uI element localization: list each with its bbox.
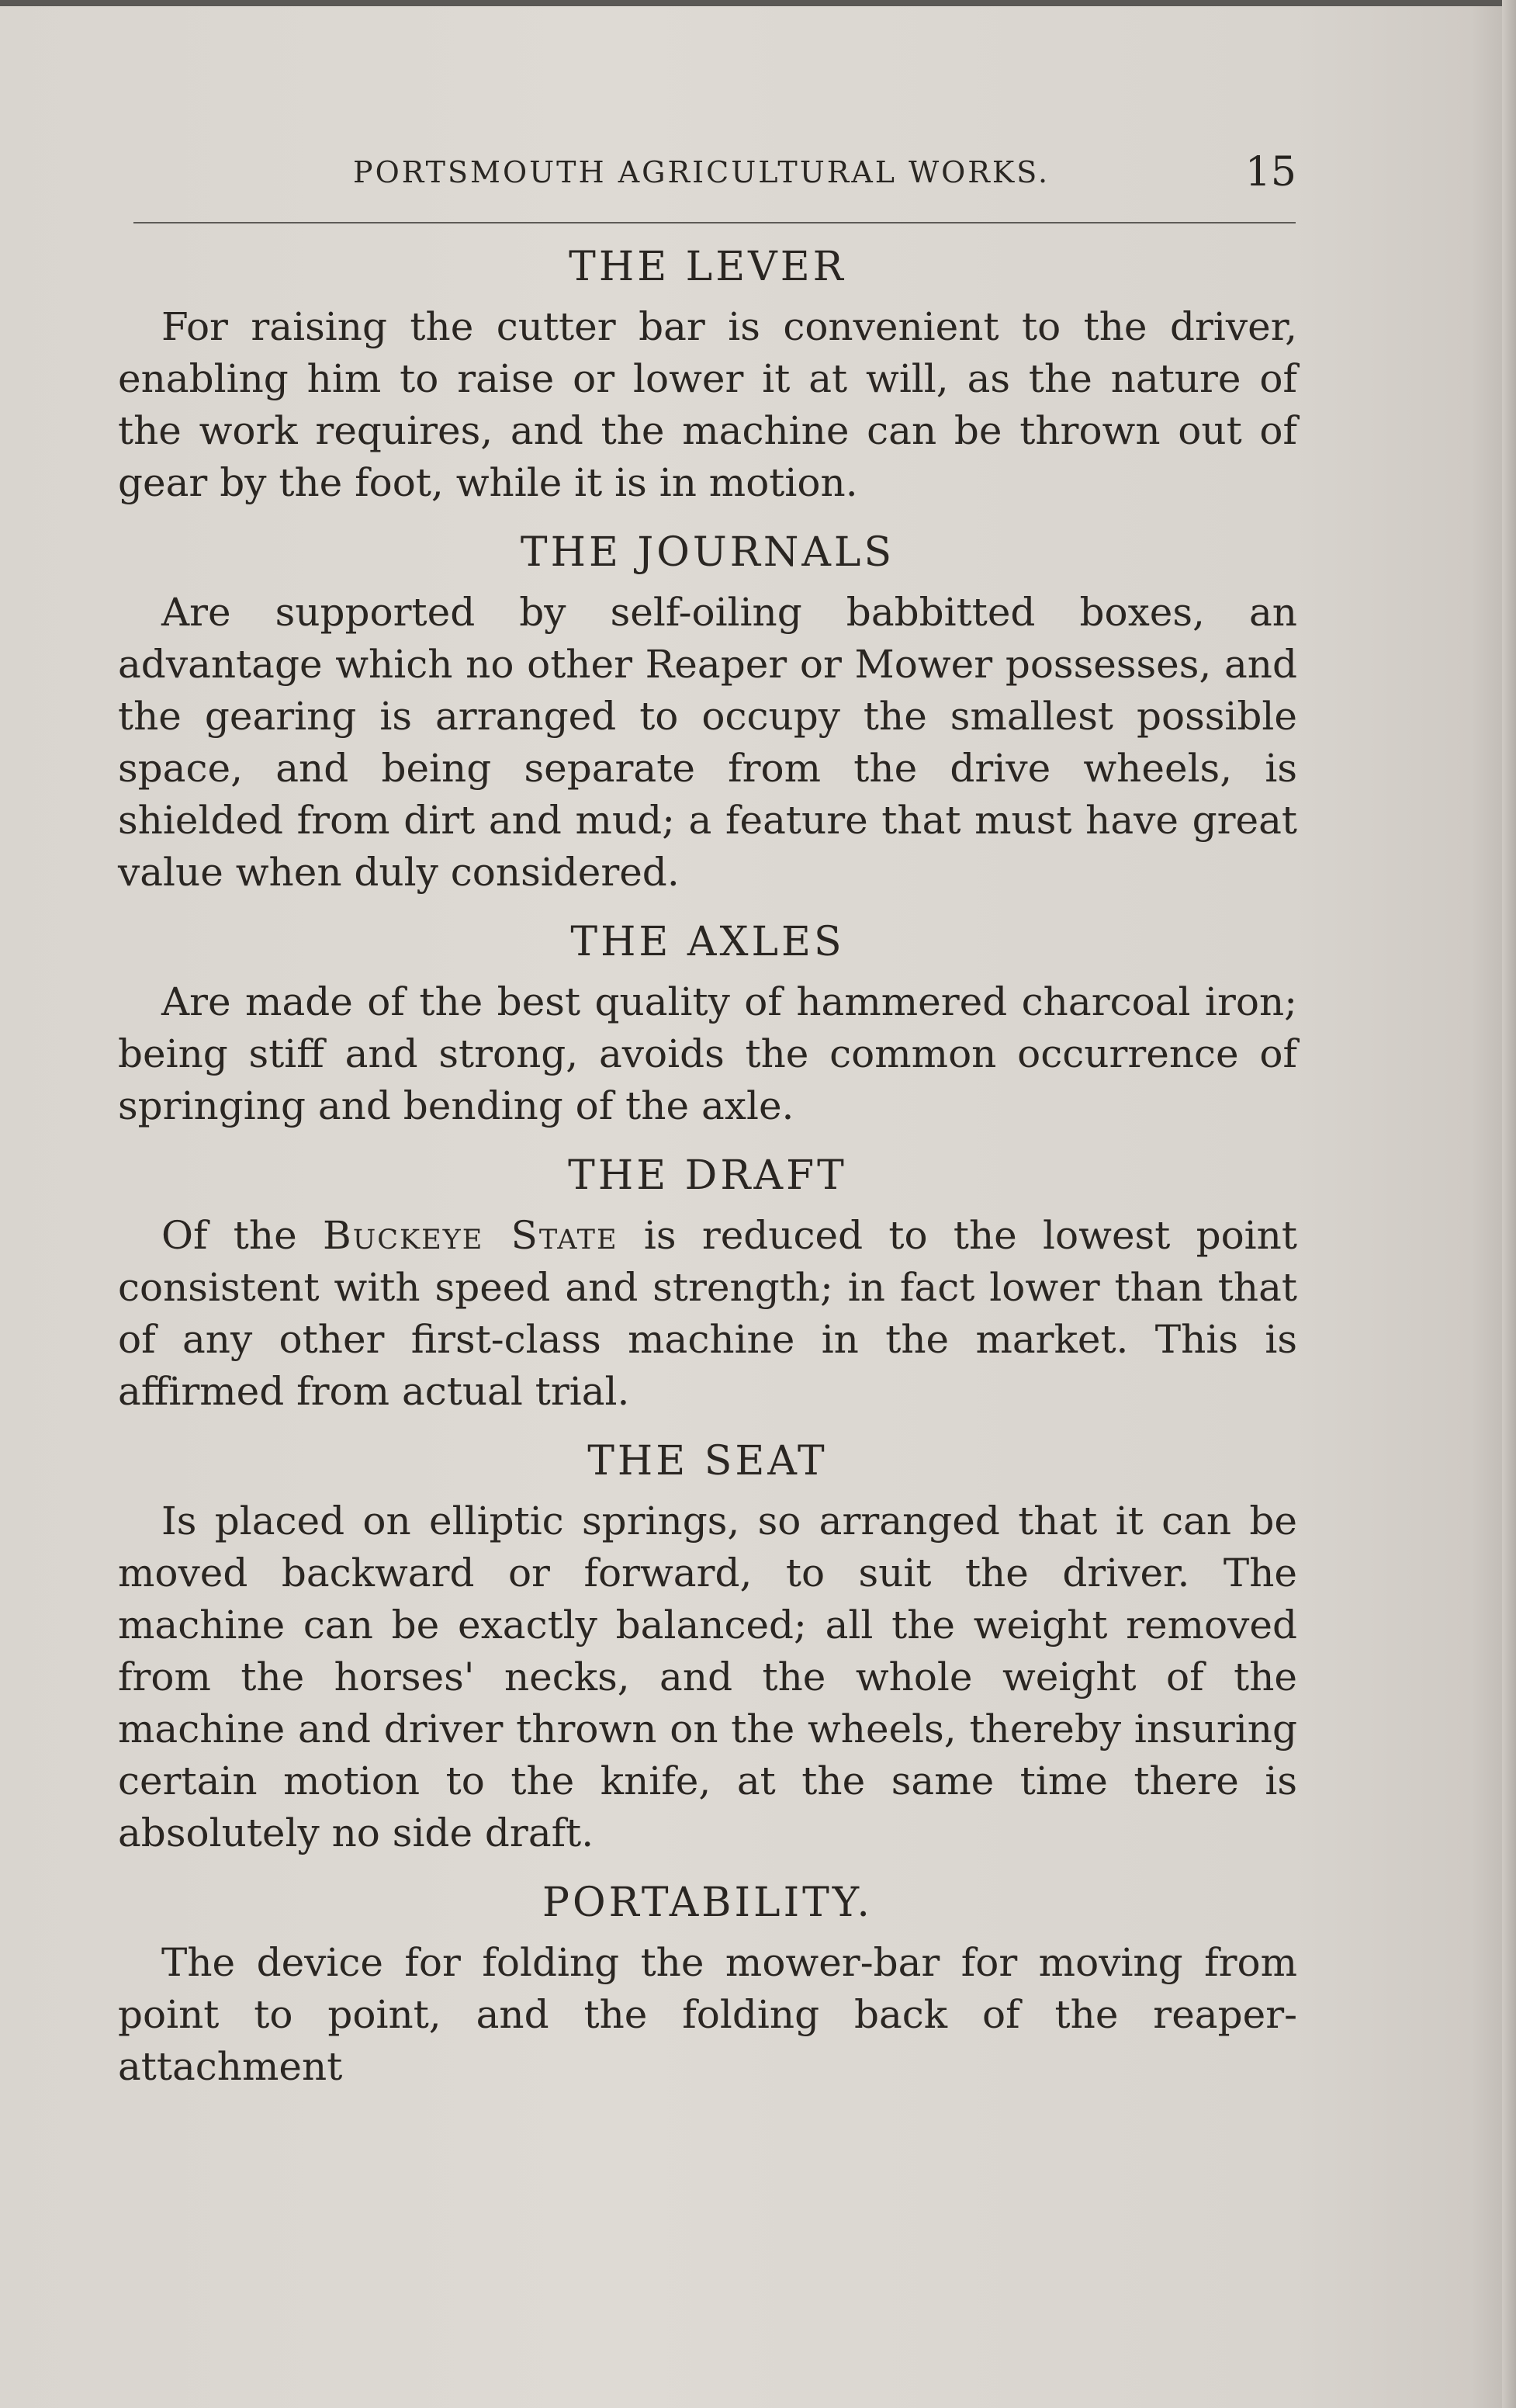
section-body-journals: Are supported by self-oiling babbitted boxes, an advantage which no other Reaper or Mower possesses, and the gearing is arranged to occupy the smallest possible space, and being separate from the drive wheels, is shielded from dirt and mud; a feature that must have great value when duly considered.: [118, 590, 1297, 895]
page-top-edge: [0, 0, 1516, 6]
section-heading-portability: PORTABILITY.: [542, 1880, 873, 1926]
section-heading-lever: THE LEVER: [569, 244, 846, 290]
section-heading-draft: THE DRAFT: [568, 1152, 847, 1199]
running-head: PORTSMOUTH AGRICULTURAL WORKS.: [353, 155, 1050, 189]
page-header: [353, 149, 1296, 202]
section-body-axles: Are made of the best quality of hammered charcoal iron; being stiff and strong, avoids the common occurrence of springing and bending of the axle.: [118, 979, 1297, 1128]
section-body-portability: The device for folding the mower-bar for moving from point to point, and the folding back of the reaper-attachment: [118, 1940, 1297, 2089]
page-content: [118, 241, 1297, 2110]
section-body-seat: Is placed on elliptic springs, so arranged that it can be moved backward or forward, to suit the driver. The machine can be exactly balanced; all the weight removed from the horses' necks, and the whole weight of the machine and driver thrown on the wheels, thereby insuring certain motion to the knife, at the same time there is absolutely no side draft.: [118, 1499, 1297, 1855]
draft-body-rest: is reduced to the lowest point consistent with speed and strength; in fact lower than that of any other first-class machine in the market. This is affirmed from actual trial.: [118, 1213, 1297, 1414]
section-body-lever: For raising the cutter bar is convenient to the driver, enabling him to raise or lower it at will, as the nature of the work requires, and the machine can be thrown out of gear by the foot, while it is in motion.: [118, 304, 1297, 505]
buckeye-state-name: Buckeye State: [322, 1213, 618, 1258]
page-right-edge: [1502, 0, 1516, 2408]
section-heading-journals: THE JOURNALS: [520, 529, 895, 576]
section-body-draft: [118, 1210, 1297, 1418]
draft-body-start: Of the: [161, 1213, 297, 1258]
section-heading-seat: THE SEAT: [587, 1438, 828, 1485]
section-heading-axles: THE AXLES: [570, 919, 845, 965]
header-rule: [133, 222, 1296, 223]
page-number: 15: [1244, 149, 1296, 196]
